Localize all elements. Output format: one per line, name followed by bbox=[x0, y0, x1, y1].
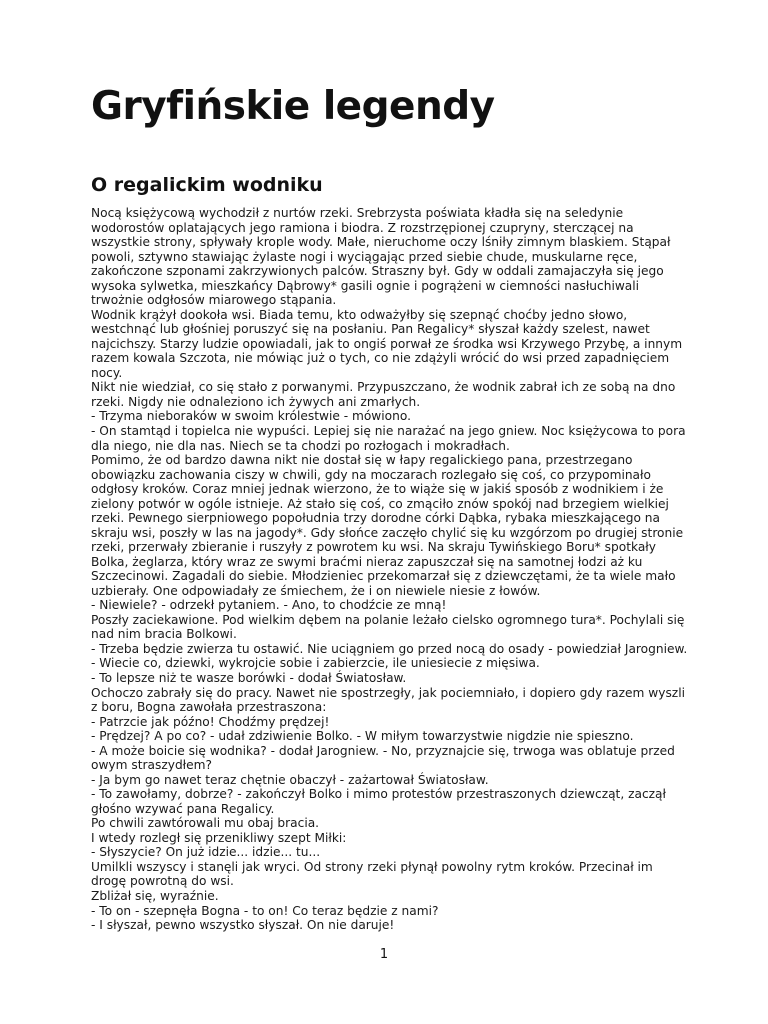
paragraph: Nocą księżycową wychodził z nurtów rzeki. Srebrzysta poświata kładła się na seledynie wodorostów oplatających jego ramiona i biodra. Z rozstrzępionej czupryny, sterczącej na wszystkie strony, spływały krople wody. Małe, nieruchome oczy lśniły zimnym blaskiem. Stąpał powoli, sztywno stawiając żylaste nogi i wyciągając przed siebie chude, muskularne ręce, zakończone szponami zakrzywionych palców. Straszny był. Gdy w oddali zamajaczyła się jego wysoka sylwetka, mieszkańcy Dąbrowy* gasili ognie i pogrążeni w ciemności nasłuchiwali trwożnie odgłosów miarowego stąpania. bbox=[91, 206, 671, 308]
paragraph: Umilkli wszyscy i stanęli jak wryci. Od strony rzeki płynął powolny rytm kroków. Przecinał im drogę powrotną do wsi. bbox=[91, 859, 653, 889]
body-text bbox=[91, 206, 691, 933]
paragraph: Wodnik krążył dookoła wsi. Biada temu, kto odważyłby się szepnąć choćby jedno słowo, westchnąć lub głośniej poruszyć się na posłaniu. Pan Regalicy* słyszał każdy szelest, nawet najcichszy. Starzy ludzie opowiadali, jak to ongiś porwał ze środka wsi Krzywego Przybę, a innym razem kowala Szczota, nie mówiąc już o tych, co nie zdążyli wrócić do wsi przed zapadnięciem nocy. bbox=[91, 307, 683, 380]
paragraph: - Ja bym go nawet teraz chętnie obaczył - zażartował Światosław. bbox=[91, 772, 489, 787]
paragraph: - Słyszycie? On już idzie... idzie... tu... bbox=[91, 845, 321, 860]
paragraph: - Prędzej? A po co? - udał zdziwienie Bolko. - W miłym towarzystwie nigdzie nie spieszno. bbox=[91, 729, 634, 744]
paragraph: - I słyszał, pewno wszystko słyszał. On nie daruje! bbox=[91, 918, 395, 933]
page-title: Gryfińskie legendy bbox=[91, 84, 495, 129]
section-heading: O regalickim wodniku bbox=[91, 174, 323, 196]
paragraph: - To zawołamy, dobrze? - zakończył Bolko i mimo protestów przestraszonych dziewcząt, zaczął głośno wzywać pana Regalicy. bbox=[91, 787, 666, 816]
paragraph: Ochoczo zabrały się do pracy. Nawet nie spostrzegły, jak pociemniało, i dopiero gdy razem wyszli z boru, Bogna zawołała przestraszona: bbox=[91, 685, 685, 715]
paragraph: - Niewiele? - odrzekł pytaniem. - Ano, to chodźcie ze mną! bbox=[91, 598, 447, 613]
paragraph: - A może boicie się wodnika? - dodał Jarogniew. - No, przyznajcie się, trwoga was oblatuje przed owym straszydłem? bbox=[91, 743, 675, 773]
paragraph: Pomimo, że od bardzo dawna nikt nie dostał się w łapy regalickiego pana, przestrzegano obowiązku zachowania ciszy w chwili, gdy na moczarach rozlegało się coś, co przypominało odgłosy kroków. Coraz mniej jednak wierzono, że to wiąże się w jakiś sposób z wodnikiem i że zielony potwór w ogóle istnieje. Aż stało się coś, co zmąciło znów spokój nad brzegiem wielkiej rzeki. Pewnego sierpniowego popołudnia trzy dorodne córki Dąbka, rybaka mieszkającego na skraju wsi, poszły w las na jagody*. Gdy słońce zaczęło chylić się ku wzgórzom po drugiej stronie rzeki, przerwały zbieranie i ruszyły z powrotem ku wsi. Na skraju Tywińskiego Boru* spotkały Bolka, żeglarza, który wraz ze swymi braćmi nieraz zapuszczał się na samotnej łodzi aż ku Szczecinowi. Zagadali do siebie. Młodzieniec przekomarzał się z dziewczętami, że ta wiele mało uzbierały. One odpowiadały ze śmiechem, że i on niewiele niesie z łowów. bbox=[91, 453, 684, 598]
paragraph: - On stamtąd i topielca nie wypuści. Lepiej się nie narażać na jego gniew. Noc księżycowa to pora dla niego, nie dla nas. Niech se ta chodzi po rozłogach i mokradłach. bbox=[91, 423, 686, 453]
paragraph: - Trzeba będzie zwierza tu ostawić. Nie uciągniem go przed nocą do osady - powiedział Jarogniew. - Wiecie co, dziewki, wykrojcie sobie i zabierzcie, ile uniesiecie z mięsiwa. bbox=[91, 641, 688, 671]
paragraph: - To on - szepnęła Bogna - to on! Co teraz będzie z nami? bbox=[91, 903, 439, 918]
paragraph: - Trzyma nieboraków w swoim królestwie - mówiono. bbox=[91, 409, 411, 424]
paragraph: Po chwili zawtórowali mu obaj bracia. bbox=[91, 816, 320, 831]
paragraph: - To lepsze niż te wasze borówki - dodał Światosław. bbox=[91, 671, 407, 685]
paragraph: Zbliżał się, wyraźnie. bbox=[91, 888, 219, 903]
paragraph: Nikt nie wiedział, co się stało z porwanymi. Przypuszczano, że wodnik zabrał ich ze sobą na dno rzeki. Nigdy nie odnaleziono ich żywych ani zmarłych. bbox=[91, 380, 676, 409]
paragraph: I wtedy rozległ się przenikliwy szept Miłki: bbox=[91, 830, 347, 845]
paragraph: Poszły zaciekawione. Pod wielkim dębem na polanie leżało cielsko ogromnego tura*. Pochylali się nad nim bracia Bolkowi. bbox=[91, 612, 685, 642]
page-number: 1 bbox=[379, 947, 389, 962]
paragraph: - Patrzcie jak późno! Chodźmy prędzej! bbox=[91, 714, 330, 729]
